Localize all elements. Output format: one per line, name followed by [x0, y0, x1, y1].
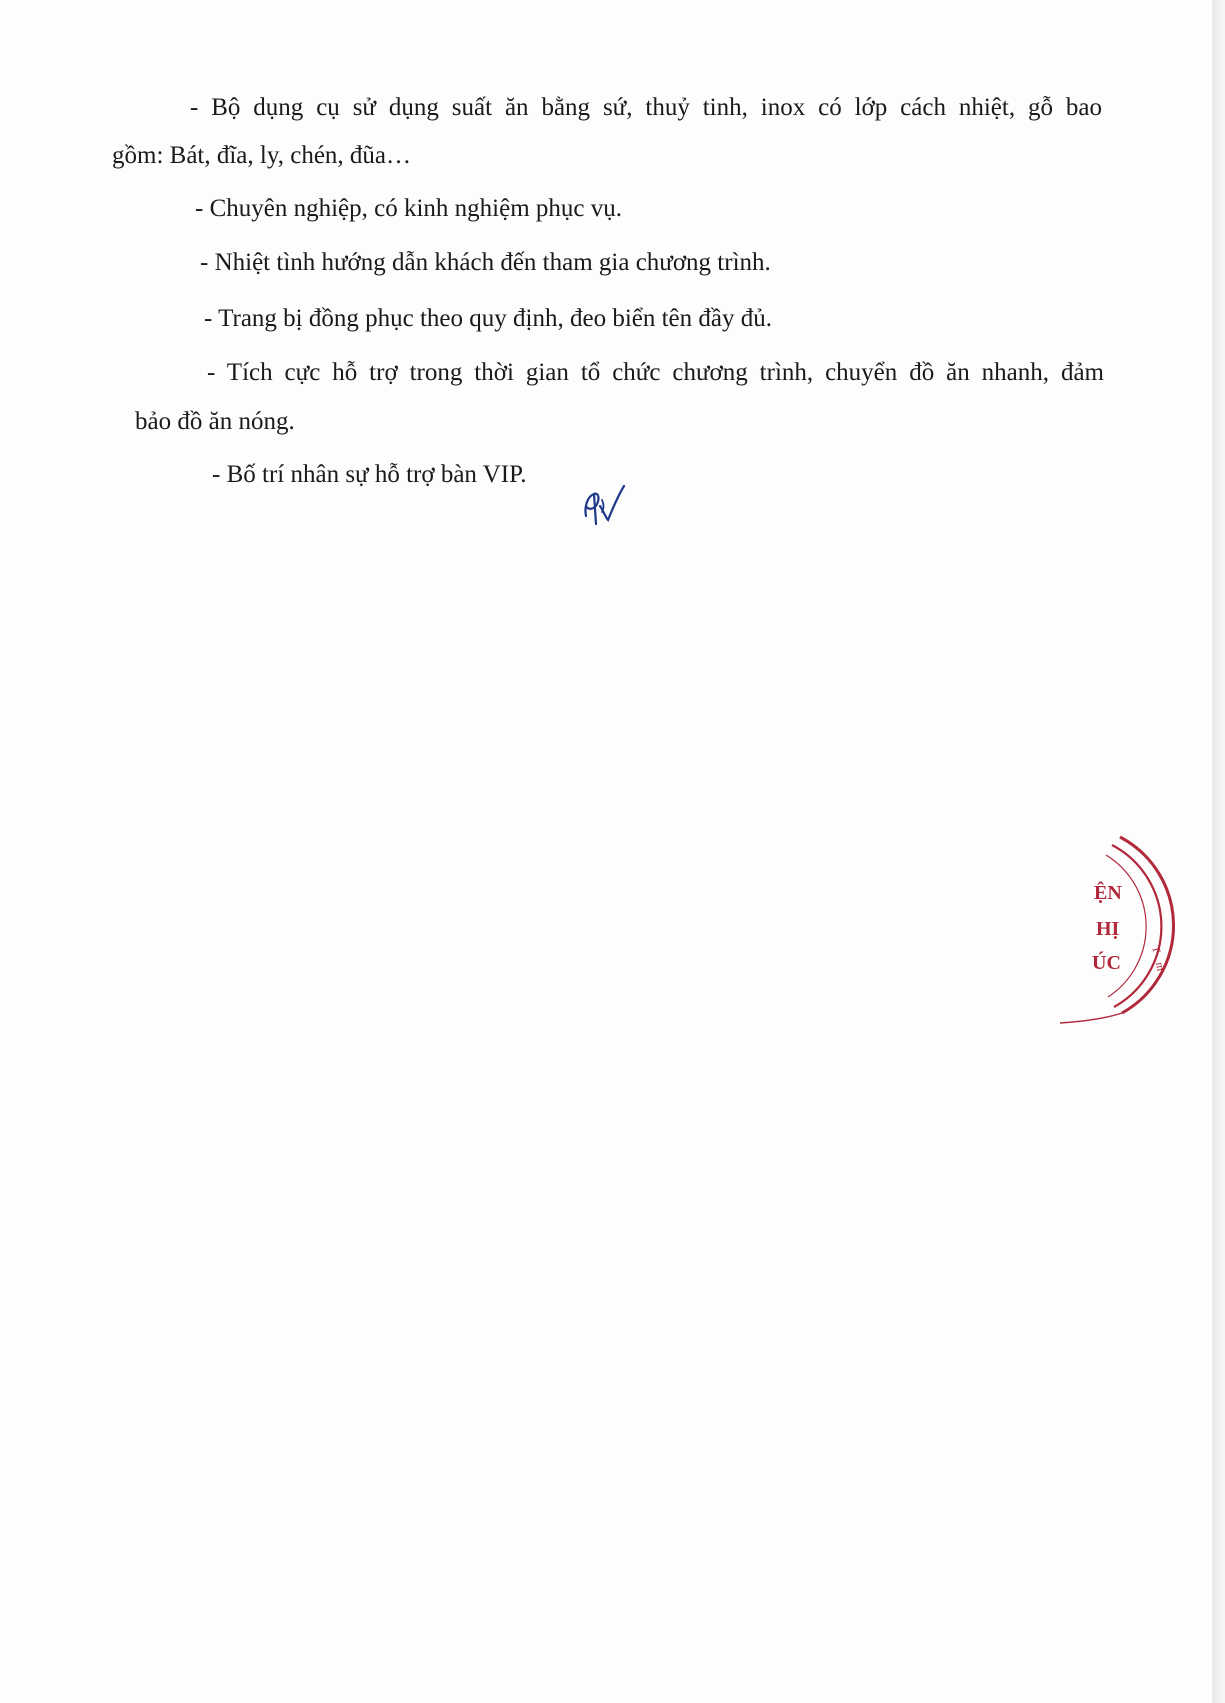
stamp-text-2: HỊ [1096, 918, 1120, 940]
paragraph-4: - Trang bị đồng phục theo quy định, đeo biển tên đầy đủ. [204, 305, 772, 332]
svg-text:T: T [1149, 944, 1163, 955]
paragraph-1-line-1: - Bộ dụng cụ sử dụng suất ăn bằng sứ, thuỷ tinh, inox có lớp cách nhiệt, gỗ bao [190, 94, 1102, 121]
paragraph-1-line-2: gồm: Bát, đĩa, ly, chén, đũa… [112, 142, 412, 169]
handwritten-signature [580, 476, 628, 528]
paragraph-3: - Nhiệt tình hướng dẫn khách đến tham gia chương trình. [200, 249, 771, 276]
stamp-text-3: ÚC [1092, 952, 1121, 974]
official-stamp [1060, 825, 1200, 1030]
paragraph-5-line-1: - Tích cực hỗ trợ trong thời gian tổ chức chương trình, chuyển đồ ăn nhanh, đảm [207, 359, 1104, 386]
paragraph-5-line-2: bảo đồ ăn nóng. [135, 408, 295, 435]
svg-text:m: m [1153, 961, 1167, 972]
paragraph-6: - Bố trí nhân sự hỗ trợ bàn VIP. [212, 461, 527, 488]
stamp-text-1: ỆN [1094, 882, 1122, 904]
page-edge [1212, 0, 1225, 1703]
paragraph-2: - Chuyên nghiệp, có kinh nghiệm phục vụ. [195, 195, 623, 222]
